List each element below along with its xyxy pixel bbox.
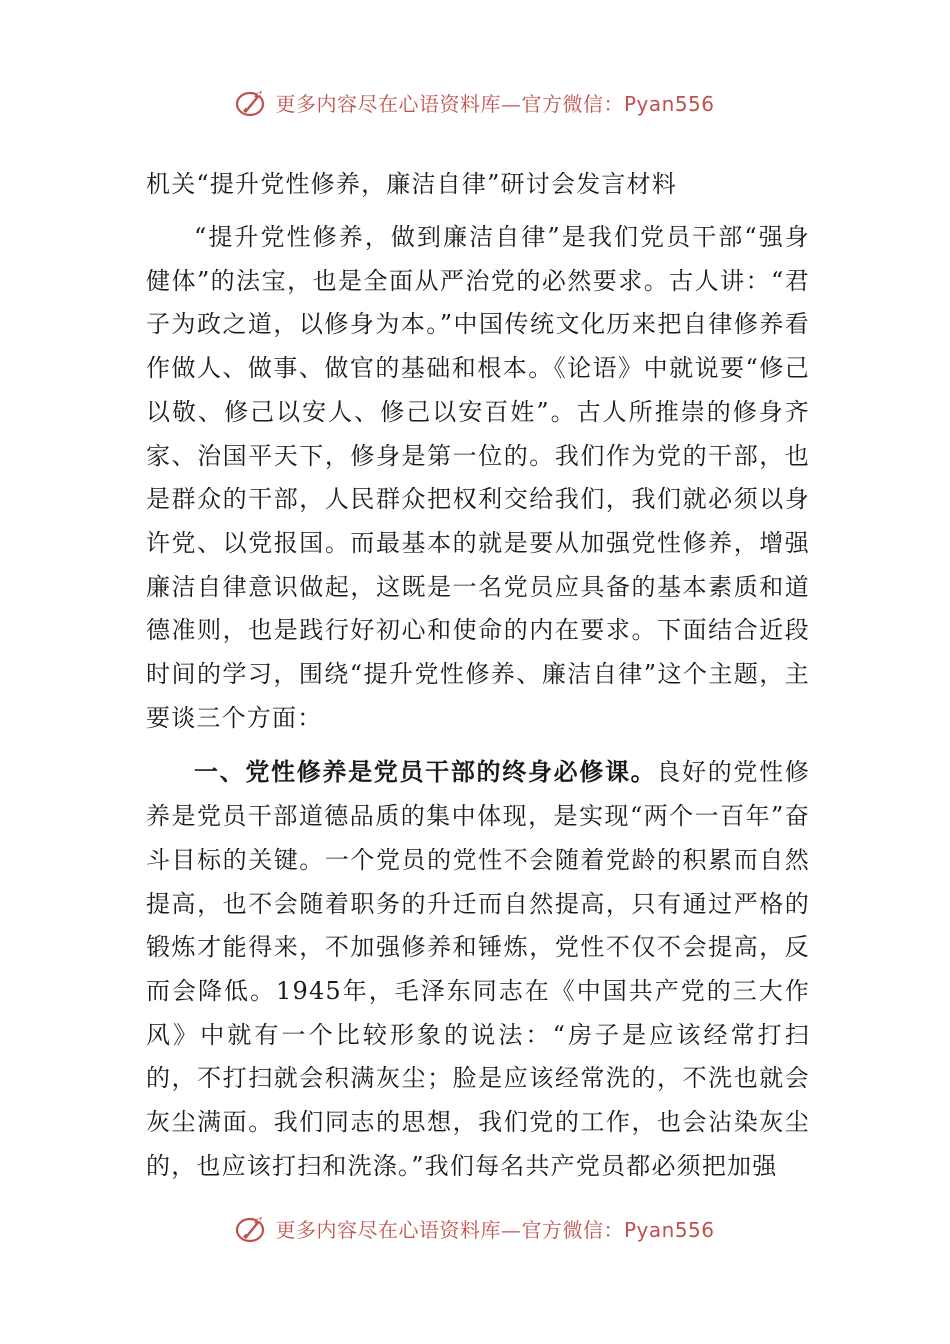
banner-label: 官方微信： — [521, 1217, 624, 1242]
section1-heading: 一、党性修养是党员干部的终身必修课。 — [194, 757, 657, 787]
banner-wechat-id: Pyan556 — [623, 91, 715, 116]
banner-dash: — — [500, 1217, 522, 1242]
banner-text-main: 更多内容尽在心语资料库 — [275, 1217, 501, 1242]
section1-body: 良好的党性修养是党员干部道德品质的集中体现，是实现“两个一百年”奋斗目标的关键。一个党员的党性不会随着党龄的积累而自然提高，也不会随着职务的升迁而自然提高，只有通过严格的锻炼才能得来，不加强修养和锤炼，党性不仅不会提高，反而会降低。1945年，毛泽东同志在《中国共产党的三大作风》中就有一个比较形象的说法：“房子是应该经常打扫的，不打扫就会积满灰尘；脸是应该经常洗的，不洗也就会灰尘满面。我们同志的思想，我们党的工作，也会沾染灰尘的，也应该打扫和洗涤。”我们每名共产党员都必须把加强 — [146, 758, 810, 1180]
document-body — [146, 162, 810, 1188]
banner-text-main: 更多内容尽在心语资料库 — [275, 91, 501, 116]
banner-dash: — — [500, 91, 522, 116]
pen-nib-logo-icon — [235, 1211, 269, 1245]
section1-paragraph — [146, 750, 810, 1188]
footer-banner — [0, 1208, 950, 1248]
banner-label: 官方微信： — [521, 91, 624, 116]
pen-nib-logo-icon — [235, 85, 269, 119]
banner-text — [275, 88, 714, 117]
intro-paragraph: “提升党性修养，做到廉洁自律”是我们党员干部“强身健体”的法宝，也是全面从严治党的必然要求。古人讲：“君子为政之道，以修身为本。”中国传统文化历来把自律修养看作做人、做事、做官的基础和根本。《论语》中就说要“修己以敬、修己以安人、修己以安百姓”。古人所推崇的修身齐家、治国平天下，修身是第一位的。我们作为党的干部，也是群众的干部，人民群众把权利交给我们，我们就必须以身许党、以党报国。而最基本的就是要从加强党性修养，增强廉洁自律意识做起，这既是一名党员应具备的基本素质和道德准则，也是践行好初心和使命的内在要求。下面结合近段时间的学习，围绕“提升党性修养、廉洁自律”这个主题，主要谈三个方面： — [146, 223, 810, 732]
header-banner — [0, 82, 950, 122]
banner-wechat-id: Pyan556 — [623, 1217, 715, 1242]
banner-text — [275, 1214, 714, 1243]
document-title: 机关“提升党性修养，廉洁自律”研讨会发言材料 — [146, 170, 677, 198]
